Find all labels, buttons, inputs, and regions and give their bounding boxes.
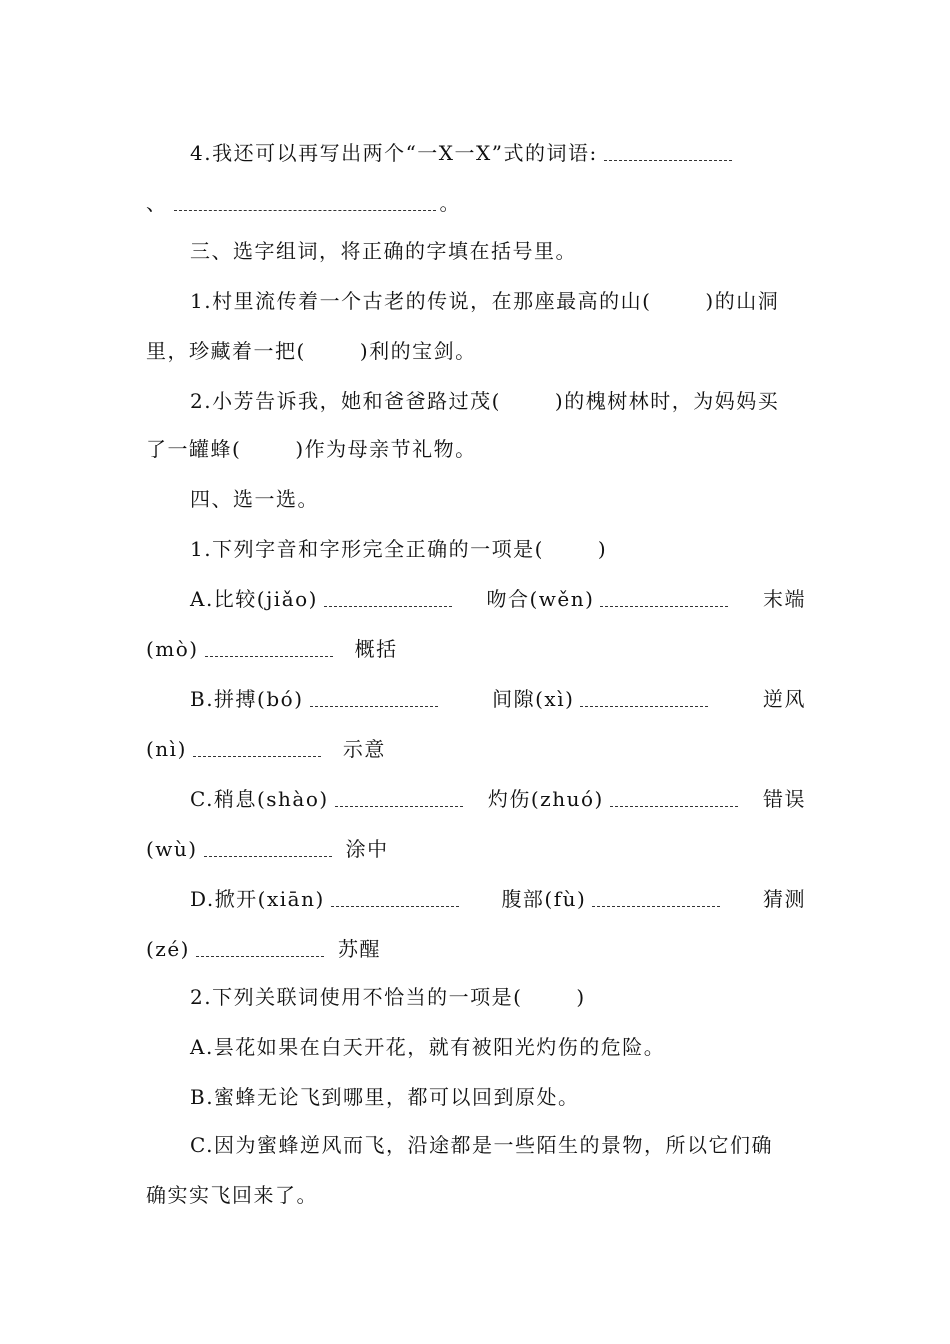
s4-q1-prompt	[190, 524, 806, 574]
option-c-word-2: 灼伤(zhuó)	[487, 787, 604, 811]
dashed-line	[204, 856, 332, 857]
option-d-word-4: 苏醒	[337, 937, 381, 961]
dashed-line	[610, 806, 738, 807]
option-c-line-2	[146, 824, 806, 874]
s4-q2-option-a	[190, 1022, 806, 1072]
option-c-word-1: C.稍息(shào)	[190, 787, 329, 811]
option-c-pinyin-3: (wù)	[146, 837, 198, 861]
option-d-line-1	[190, 874, 806, 924]
section-4-title	[190, 474, 806, 524]
s4-q2-option-c-line-2	[146, 1170, 806, 1220]
s4-q2-close-paren: )	[576, 985, 586, 1009]
s4-q2-prompt	[190, 972, 806, 1022]
option-d-line-2	[146, 924, 806, 974]
s4-q2-text: 2.下列关联词使用不恰当的一项是(	[190, 985, 523, 1009]
answer-blank[interactable]	[604, 160, 732, 161]
option-d-word-1: D.掀开(xiān)	[190, 887, 325, 911]
dashed-line	[335, 806, 463, 807]
option-a-word-1: A.比较(jiǎo)	[190, 587, 318, 611]
s3-q1-text-d: )利的宝剑。	[359, 339, 477, 363]
option-a-word-3: 末端	[762, 587, 806, 611]
option-a-pinyin-3: (mò)	[146, 637, 199, 661]
dashed-line	[331, 906, 459, 907]
s3-q2-text-d: )作为母亲节礼物。	[295, 437, 477, 461]
s3-q2-line-1	[190, 376, 806, 426]
option-c-word-4: 涂中	[345, 837, 389, 861]
dashed-line	[324, 606, 452, 607]
s3-q1-text-c: 里，珍藏着一把(	[146, 339, 306, 363]
s4-q2-option-c-line-1	[190, 1120, 806, 1170]
dashed-line	[193, 756, 321, 757]
option-c-word-3: 错误	[763, 787, 806, 811]
option-b-word-1: B.拼搏(bó)	[190, 687, 304, 711]
section-4-title-text: 四、选一选。	[190, 487, 319, 511]
s4-q1-close-paren: )	[597, 537, 608, 561]
dashed-line	[196, 956, 324, 957]
q4-line-1	[190, 128, 806, 178]
option-c-group-2	[488, 774, 742, 824]
option-b-group-1	[190, 674, 442, 724]
s4-q2-option-b-text: B.蜜蜂无论飞到哪里，都可以回到原处。	[190, 1085, 580, 1109]
option-b-word-2: 间隙(xì)	[492, 687, 575, 711]
option-a-word-2: 吻合(wěn)	[486, 587, 595, 611]
option-b-line-2	[146, 724, 806, 774]
dashed-line	[592, 906, 720, 907]
s3-q2-text-a: 2.小芳告诉我，她和爸爸路过茂(	[190, 389, 501, 413]
s3-q1-line-2	[146, 326, 806, 376]
s3-q2-text-b: )的槐树林时，为妈妈买	[554, 389, 780, 413]
s3-q1-text-a: 1.村里流传着一个古老的传说，在那座最高的山(	[190, 289, 652, 313]
s4-q2-option-b	[190, 1072, 806, 1122]
option-c-line-1	[190, 774, 806, 824]
s3-q1-line-1	[190, 276, 806, 326]
section-3-title-text: 三、选字组词，将正确的字填在括号里。	[190, 239, 577, 263]
q4-separator: 、	[146, 191, 168, 215]
option-d-pinyin-3: (zé)	[146, 937, 190, 961]
option-d-word-3: 猜测	[763, 887, 806, 911]
option-a-line-1	[190, 574, 806, 624]
answer-blank[interactable]	[174, 210, 436, 211]
dashed-line	[600, 606, 728, 607]
option-d-word-2: 腹部(fù)	[501, 887, 587, 911]
option-b-word-4: 示意	[342, 737, 386, 761]
option-b-word-3: 逆风	[762, 687, 806, 711]
option-b-pinyin-3: (nì)	[146, 737, 187, 761]
option-a-line-2	[146, 624, 806, 674]
q4-text: 4.我还可以再写出两个“一X一X”式的词语:	[190, 141, 598, 165]
option-a-word-4: 概括	[354, 637, 398, 661]
s3-q1-text-b: )的山洞	[705, 289, 780, 313]
s3-q2-line-2	[146, 424, 806, 474]
s4-q2-option-c-text-b: 确实实飞回来了。	[146, 1183, 318, 1207]
s4-q2-option-c-text-a: C.因为蜜蜂逆风而飞，沿途都是一些陌生的景物，所以它们确	[190, 1133, 773, 1157]
s4-q2-option-a-text: A.昙花如果在白天开花，就有被阳光灼伤的危险。	[190, 1035, 666, 1059]
dashed-line	[580, 706, 708, 707]
s4-q1-text: 1.下列字音和字形完全正确的一项是(	[190, 537, 544, 561]
dashed-line	[205, 656, 333, 657]
q4-line-2	[146, 178, 806, 228]
option-d-group-2	[501, 874, 724, 924]
option-c-group-1	[190, 774, 467, 824]
option-d-group-1	[190, 874, 463, 924]
q4-period: 。	[439, 191, 461, 215]
dashed-line	[310, 706, 438, 707]
option-a-group-2	[487, 574, 733, 624]
option-a-group-1	[190, 574, 456, 624]
section-3-title	[190, 226, 806, 276]
option-b-line-1	[190, 674, 806, 724]
s3-q2-text-c: 了一罐蜂(	[146, 437, 242, 461]
option-b-group-2	[492, 674, 712, 724]
